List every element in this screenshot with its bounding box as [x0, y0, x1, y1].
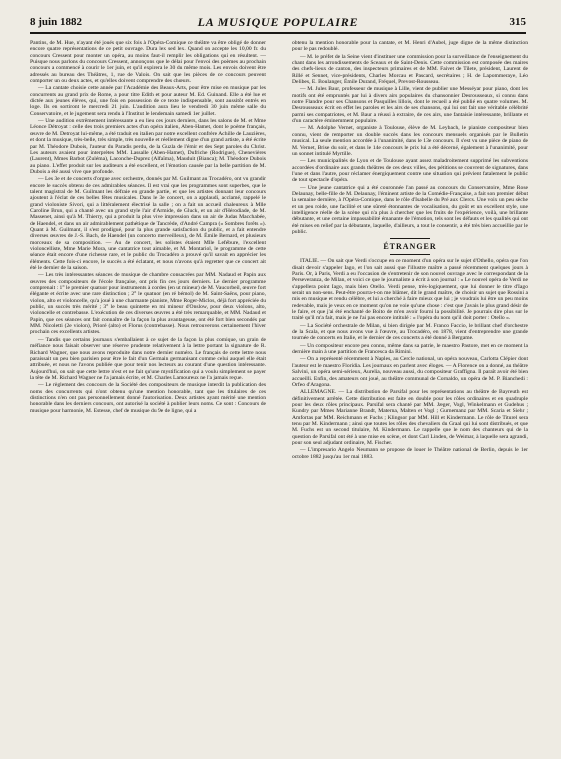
section-title: ÉTRANGER	[383, 242, 437, 252]
article-paragraph: — Le règlement des concours de la Société des compositeurs de musique interdit la publication des noms des concurrents qui n'ont obtenu qu'une mention honorable, tant que les titulaires de ces distinctions n'en ont pas personnellement donné l'autorisation. Deux artistes ayant mérité une mention honorable dans les derniers concours, ont autorisé la société à publier leurs noms. Ce sont : Concours de musique pour harmonie, M. Estesse, chef de musique du 9e de ligne, qui a	[30, 382, 266, 414]
section-divider	[390, 254, 430, 255]
article-paragraph: — La cantate choisie cette année par l'Académie des Beaux-Arts, pour être mise en musique par les concurrents au grand prix de Rome, a pour titre Edith et pour auteur M. Ed. Guinand. Elle a été lue et dictée aux jeunes élèves, qui, une fois en possession de ce texte indispensable, sont aussitôt entrés en loge. Ils en sortiront le mercredi 21 juin. L'audition aura lieu le vendredi 30 juin même salle du Conservatoire, et le jugement sera rendu à l'Institut le lendemain samedi 1er juillet.	[30, 85, 266, 117]
article-paragraph: — La Société orchestrale de Milan, si bien dirigée par M. Franco Faccio, le brillant chef d'orchestre de la Scala, et que nous avons vue à l'œuvre, au Trocadéro, en 1878, vient d'entreprendre une grande tournée de concerts en Italie, et le dernier de ces concerts a été donné à Bergame.	[292, 322, 528, 342]
article-paragraph: — M. Jules Baur, professeur de musique à Lille, vient de publier une Messéyar pour piano, dont les motifs ont été empruntés par lui à divers airs populaires du chansonnier Desrousseaux, si connu dans notre Flandre pour ses Chansons et Pasquilles lillois, dont le recueil a été publié en quatre volumes. M. Desrousseaux écrit en effet les paroles et les airs de ses chansons, qui lui ont fait une véritable célébrité parmi ses compatriotes, et M. Baur a réussi à extraire, de ces airs, une fantaisie intéressante, brillante et d'un caractère éminemment populaire.	[292, 86, 528, 125]
header-date: 8 juin 1882	[30, 16, 82, 28]
article-paragraph: — Les 3e et 4e concerts d'orgue avec orchestre, donnés par M. Guilmant au Trocadéro, ont vu grandir encore le succès obtenu de ces admirables séances. Il est vrai que les programmes sont superbes, que le talent magistral de M. Guilmant les défraie en grande partie, et que les artistes donnant leur concours ajoutent à l'éclat de ces belles fêtes musicales. Dans le 3e concert, on a applaudi, acclamé, rappelé le grand violoniste Sivori, qui a littéralement électrisé la salle ; on a fait un accueil chaleureux à Mlle Caroline Brun, qui a chanté avec un grand style l'air d'Armide, de Gluck, et un air d'Hérodiade, de M. Massenet, ainsi qu'à M. Thierry, qui a produit la plus vive impression dans un air de Judas Macchabée, de Haendel, et dans un air admirablement pathétique de Tancrède, d'André Campra (« Sombres forêts »). Quant à M. Guilmant, il s'est prodigué, pour la plus grande satisfaction du public, et a fait entendre diverses œuvres de J.-S. Bach, de Haendel (un concerto merveilleux), de M. Émile Bernard, et plusieurs morceaux de sa composition. — Au 4e concert, les solistes étaient Mlle Lefébure, l'excellent violoncelliste, Mme Marie Mora, une cantatrice tout aimable, et M. Montariol, le programme de cette séance était encore d'une richesse rare, et le public du Trocadéro a prouvé qu'il savait en apprécier les éléments. Cette fois-ci encore, le succès a été éclatant, et nous n'avons qu'à regretter que ce concert ait été le dernier de la saison.	[30, 176, 266, 272]
article-paragraph: — Une jeune cantatrice qui a été couronnée l'an passé au concours du Conservatoire, Mme Rose Delaunay, belle-fille de M. Delaunay, l'éminent artiste de la Comédie-Française, a fait son premier début la semaine dernière, à l'Opéra-Comique, dans le rôle d'Isabelle du Pré aux Clercs. Une voix un peu sèche et un peu roide, une facilité et une sûreté étonnantes de vocalisation, du goût et un excellent style, une intelligence réelle de la scène qui n'a plus à chercher que les fruits de l'expérience, voilà, une brillante débutante, et une certaine impassabilité émanante de l'émotion, tels sont les défauts et les qualités qui ont été mises en relief par la débutante, laquelle, d'ailleurs, a tout le consentir, a été très bien accueillie par le public.	[292, 184, 528, 235]
article-paragraph: — Les municipalités de Lyon et de Toulouse ayant assez maladroitement supprimé les subventions accordées d'ordinaire aux grands théâtres de ces deux villes, des pétitions se couvrent de signatures, dans l'une et dans l'autre, pour réclamer énergiquement contre une situation qui prévient fatalement le public de tout spectacle d'opéra.	[292, 158, 528, 184]
right-column	[292, 40, 528, 752]
article-paragraph: — M. Adolphe Vernet, organiste à Toulouse, élève de M. Leybach, le pianiste compositeur bien connu, vient de remporter un double succès dans les concours mensuels organisés par le Bulletin musical. La seule mention accordée à l'unanimité, dans le 13e concours. Il s'est vu une pièce de piano de M. Vernet, Brise du soir, et dans le 14e concours le prix lui a été décerné, également à l'unanimité, pour un sonnet intitulé Myrtille.	[292, 125, 528, 157]
article-paragraph: — On a représenté récemment à Naples, au Cercle national, un opéra nouveau, Carlotta Clépier dont l'auteur est le maestro Floridia. Les journaux en parlent avec éloges. — A Florence on a donné, au théâtre Salvini, un opéra semi-sérieux, Aurelia, nouveau aussi, du compositeur Graffigna. Il paraît avoir été bien accueilli. Enfin, des amateurs ont joué, au théâtre communal de Cornaldo, un opéra de M. P. Bianchedi : Orfeo d'Aragona.	[292, 356, 528, 388]
article-paragraph: — Tandis que certains journaux s'emballaient à ce sujet de la façon la plus comique, un grain de méfiance nous faisait observer une réserve prudente relativement à la lettre portant la signature de R. Richard Wagner, que nous avons reproduite dans notre dernier numéro. Le français de cette lettre nous paraissait un peu bien parisien pour être le fait d'un Germain germanisant comme celui auquel elle était attribuée, et nous ne l'avons publiée que pour tenir nos lecteurs au courant d'une question intéressante. Aujourd'hui, on sait que cette lettre n'est et ne fait qu'une mystification qui a voulu simplement se payer la tête de M. Richard Wagner ne l'a jamais écrite, et M. Charles Lamoureux ne l'a jamais reçue.	[30, 336, 266, 381]
article-paragraph: — Une audition extrêmement intéressante a eu lieu ces jours derniers, dans les salons de M. et Mme Léonce Détroyat : celle des trois premiers actes d'un opéra italien, Aben-Hamet, dont le poème français, œuvre de M. Detroyat lui-même, a été traduit en italien par notre excellent confrère Achille de Lauzières, et dont la musique, très-belle, très simple, très nouvelle et réellement digne d'un grand artiste, a été écrite par M. Théodore Dubois, l'auteur du Paradis perdu, de la Guzla de l'émir et des Sept paroles du Christ. Les auteurs avaient pour interprètes MM. Lassalle (Aben-Hamet), Dufriche (Rodrigue), Chenevières (Laurent), Mmes Barbot (Zuléma), Laconche-Duprez (Alfaïma), Mauduit (Bianca); M. Théodore Dubois au piano. L'effet produit sur les auditeurs a été excellent, et l'émotion causée par la belle partition de M. Dubois a été aussi vive que profonde.	[30, 118, 266, 175]
article-paragraph: — Les très intéressantes séances de musique de chambre consacrées par MM. Nadaud et Papin aux œuvres des compositeurs de l'école française, ont pris fin ces jours derniers. Le dernier programme comprenait : 1° le premier quatuor pour instruments à cordes (en ut mineur) de M. Vaucorbeil, œuvre fort élégante et écrite avec une rare distinction ; 2° le quatuor (en ré bémol) de M. Saint-Saëns, pour piano, violon, alto et violoncelle, qu'a joué à une charmante pianiste, Mme Roger-Miclos, déjà fort appréciée du public, un succès très mérité ; 3° le beau quintette en mi mineur d'Onslow, pour deux violons, alto, violoncelle et contrebasse. L'exécution de ces diverses œuvres a été très remarquable, et MM. Nadaud et Papin, que ces séances ont fait connaître de la façon la plus avantageuse, ont été fort bien secondés par MM. Nicoletti (2e violon), Prioré (alto) et Florus (contrebasse). Nous retrouverons certainement l'hiver prochain ces excellents artistes.	[30, 272, 266, 336]
section-divider	[390, 238, 430, 239]
article-paragraph: obtenu la mention honorable pour la cantate, et M. Henri d'Aubel, juge digne de la même distinction pour le pas redoublé.	[292, 40, 528, 53]
header-page-number: 315	[509, 16, 526, 28]
article-paragraph: — M. le préfet de la Seine vient d'instituer une commission pour la surveillance de l'enseignement du chant dans les arrondissements de Sceaux et de Saint-Denis. Cette commission est composée des maires des chefs-lieux de canton, des inspecteurs primaires et de MM. Faivet de Tilete, président, Laurent de Rillé et Sennet, vice-présidents, Charles Morcau et Pascard, secrétaires ; H. de Lapommeraye, Léo Delibes, E. Boulanger, Émile Durand, Fréquel, Prevost-Rousseau.	[292, 53, 528, 86]
article-paragraph: — Un compositeur encore peu connu, même dans sa patrie, le maestro Pastore, met en ce moment la dernière main à une partition de Francesca da Rimini.	[292, 342, 528, 356]
article-paragraph: ALLEMAGNE. — La distribution de Parsifal pour les représentations au théâtre de Bayreuth est définitivement arrêtée. Cette distribution est faite en double pour les rôles ordinaires et en quadruple pour les deux rôles principaux. Parsifal sera chanté par MM. Jæger, Vogl, Winkelmann et Gudehus ; Kundry par Mmes Marianne Brandt, Materna, Malten et Vogl ; Gurnemanz par MM. Scaria et Siehr ; Amfortas par MM. Reichmann et Fuchs ; Klingsor par MM. Hill et Kindermann. Le rôle de Titurel sera tenu par M. Kindermann ; ainsi que toutes les rôles des chevaliers du Graal qui lui sont distribués, et que M. Fuchs est un second titulaire, M. Kindermann. Le rappelle que le nom des chanteurs qui de la question de Parsifal ont été à une mise en scène, et dont Carl Linden, de Weimar, à laquelle sera agrandi, pour son seul adjudant ordinaire, M. Fischer.	[292, 389, 528, 446]
article-paragraph: ITALIE. — On sait que Verdi s'occupe en ce moment d'un opéra sur le sujet d'Othello, opéra que l'on disait devoir s'appeler Iago, et l'on sait aussi que l'illustre maître a passé récemment quelques jours à Paris. Or, à Paris, Verdi a eu l'occasion de s'entretenir de son nouvel ouvrage avec le correspondant de la Perseveranza, de Milan, et voici ce que le journaliste a écrit à son journal : « Le nouvel opéra de Verdi ne s'appellera point Iago, mais bien Otello. Verdi pense, très-logiquement, que lui donner le titre d'Iago serait un non-sens. Peut-être pourra-t-on me blâmer, dit le grand maître, de choisir un sujet que Rossini a mis en musique et rendu célèbre, et lui a cherché à faire mieux que lui ; je voudrais lui être un peu moins redevable, mais je veux en ce moment qu'on ne voie qu'une chose : c'est que j'avais le plus grand désir de le faire, et que j'ai été enchanté de Boito de m'en avoir fourni la possibilité. Je pourrais dire plus sur le traité qu'il m'a fait, mais je ne l'ai pas encore intitulé : « l'opéra du nom qu'il doit porter : Otello ».	[292, 258, 528, 322]
article-paragraph: — L'impresario Angelo Neumann se propose de louer le Théâtre national de Berlin, depuis le 1er octobre 1882 jusqu'au 1er mai 1883.	[292, 447, 528, 460]
article-paragraph: Pantins, de M. Hue, n'ayant été joués que six fois à l'Opéra-Comique ce théâtre va être obligé de donner encore quatre représentations de ce petit ouvrage. Dura lex sed lex. Quand on accepte les 10,00 fr. du concours Cressent pour monter un opéra, au moins faut-il remplir les obligations qui en résultent. — Puisque nous parlons du concours Cressent, annonçons que le délai pour l'envoi des poèmes au prochain concours a commencé à courir le 1er juin, et qu'il expirera le 30 du même mois. Les envois doivent être adressés au bureau des Théâtres, 1, rue de Valois. On sait que les pièces de ce concours peuvent comporter un ou deux actes, et qu'elles doivent comprendre des chœurs.	[30, 40, 266, 85]
header-title: LA MUSIQUE POPULAIRE	[197, 15, 359, 29]
left-column	[30, 40, 266, 752]
page-header	[30, 16, 526, 34]
